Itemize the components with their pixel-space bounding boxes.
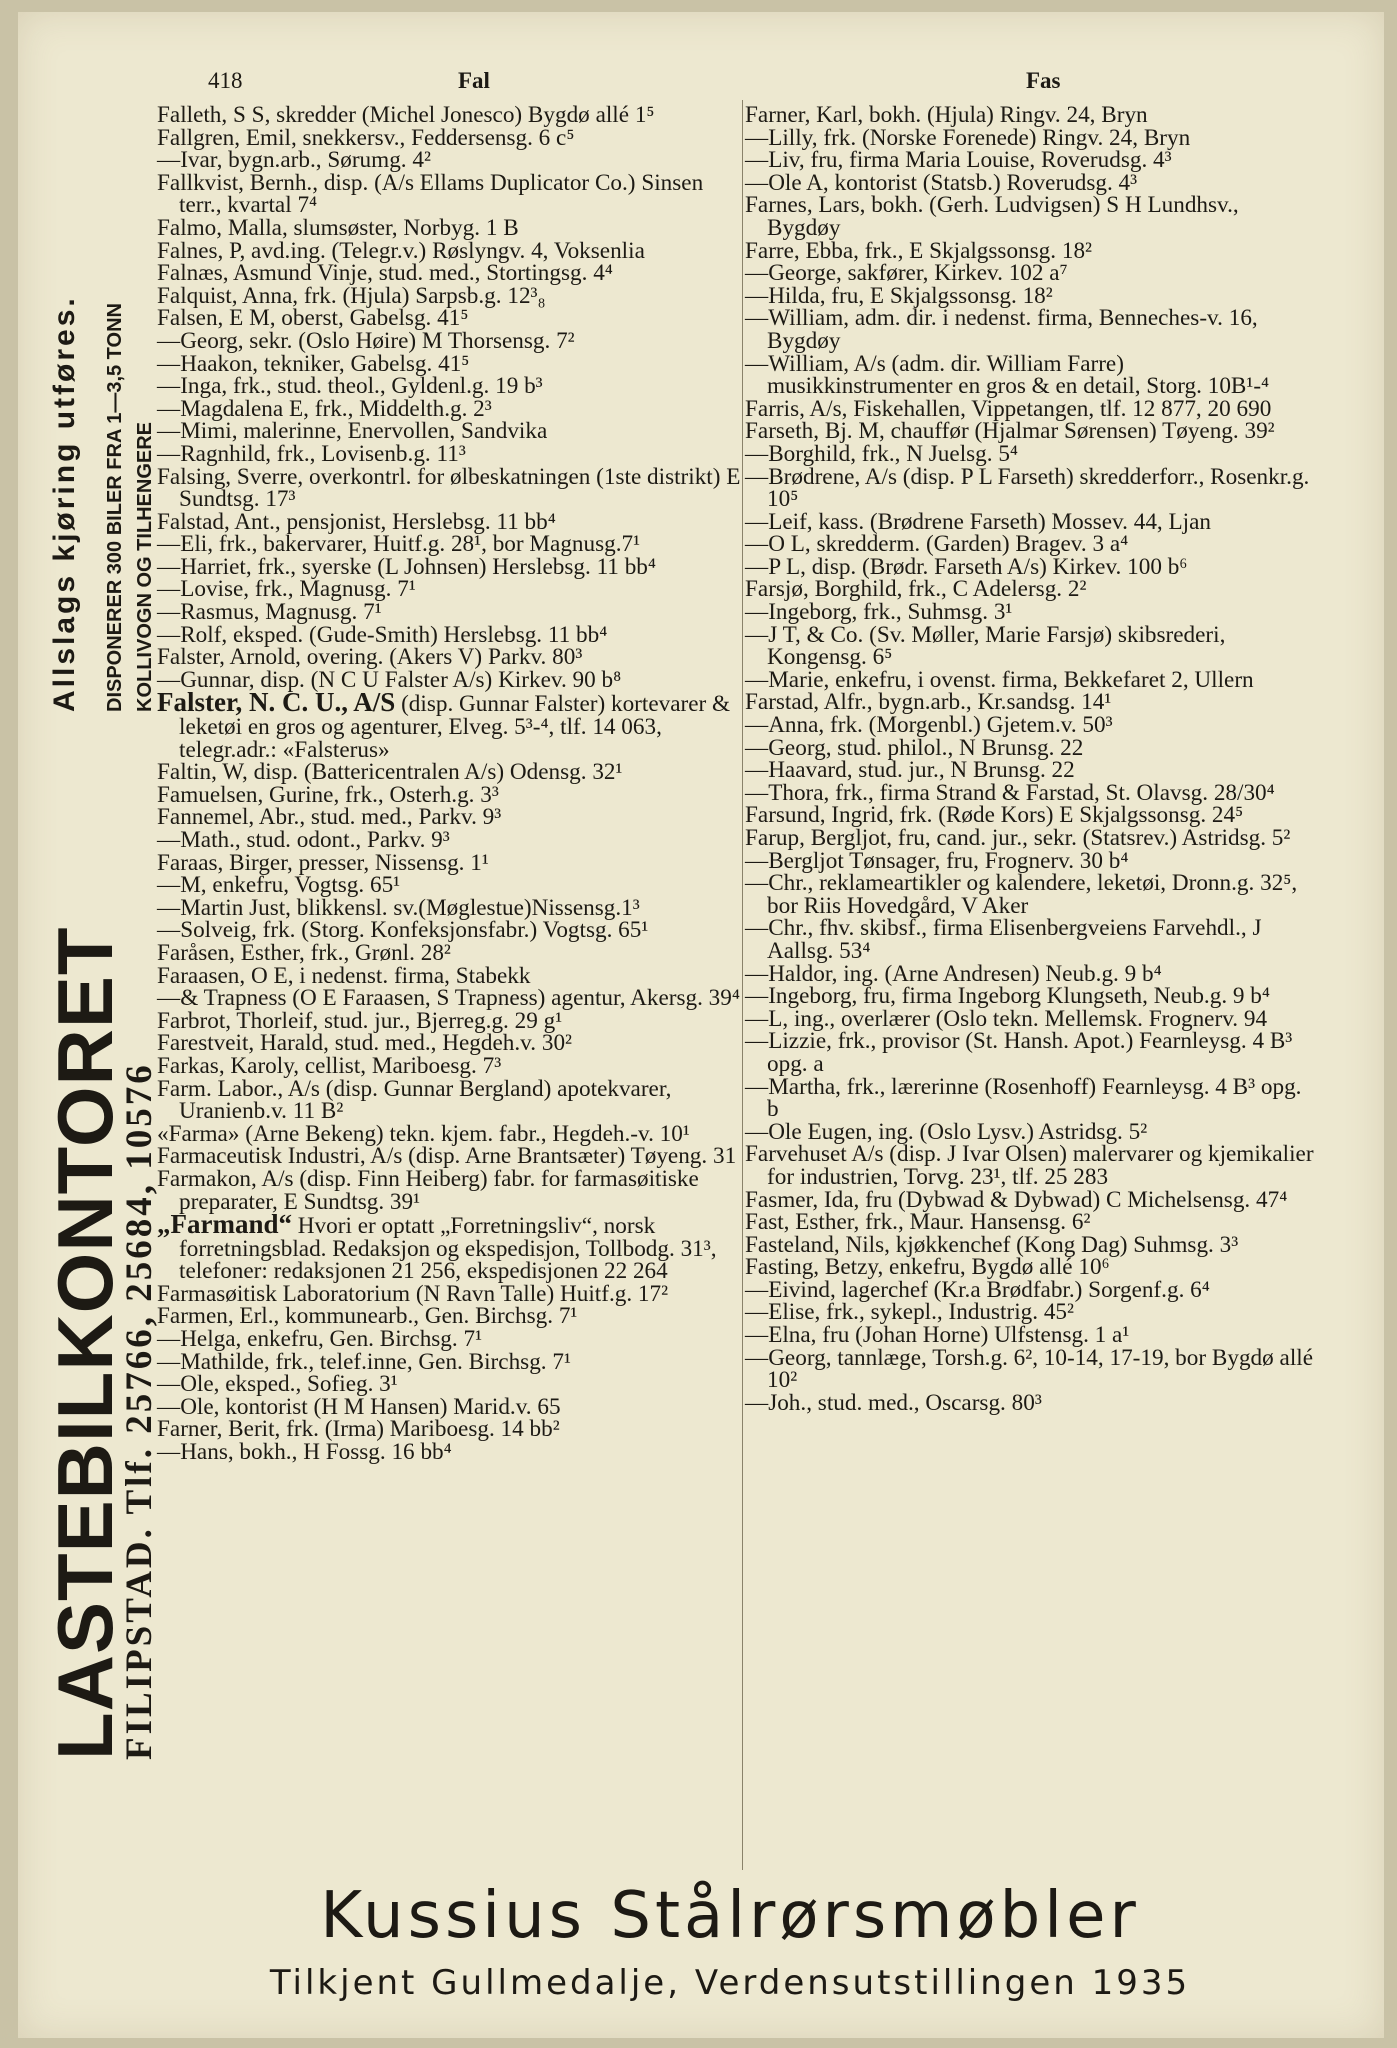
directory-entry: —Ragnhild, frk., Lovisenb.g. 11³: [157, 440, 466, 467]
directory-entry: Farmasøitisk Laboratorium (N Ravn Talle) Huitf.g. 17²: [157, 1280, 669, 1307]
directory-entry: —Liv, fru, firma Maria Louise, Roverudsg. 4³: [745, 147, 1172, 174]
directory-entry: —Hans, bokh., H Fossg. 16 bb⁴: [157, 1439, 452, 1466]
left-guide-word: Fal: [458, 68, 490, 93]
directory-entry: Falsing, Sverre, overkontrl. for ølbeskatningen (1ste distrikt) E Sundtsg. 17³: [157, 463, 741, 513]
directory-entry: Famuelsen, Gurine, frk., Osterh.g. 3³: [157, 781, 499, 808]
column-divider: [742, 100, 743, 1870]
directory-entry: —William, A/s (adm. dir. William Farre) musikkinstrumenter en gros & en detail, Storg. 10B¹-⁴: [745, 350, 1270, 400]
directory-entry: Farmen, Erl., kommunearb., Gen. Birchsg. 7¹: [157, 1303, 578, 1330]
directory-entry: —Marie, enkefru, i ovenst. firma, Bekkefaret 2, Ullern: [745, 666, 1254, 693]
directory-entry: —Ingeborg, frk., Suhmsg. 3¹: [745, 599, 1013, 626]
directory-entry: Farsjø, Borghild, frk., C Adelersg. 2²: [745, 576, 1087, 603]
directory-entry: —Martha, frk., lærerinne (Rosenhoff) Fearnleysg. 4 B³ opg. b: [745, 1073, 1302, 1123]
directory-entry: Farnes, Lars, bokh. (Gerh. Ludvigsen) S H Lundhsv., Bygdøy: [745, 192, 1239, 241]
right-guide-word: Fas: [1026, 68, 1061, 93]
directory-entry: Farkas, Karoly, cellist, Mariboesg. 7³: [157, 1052, 502, 1079]
directory-entry: Farstad, Alfr., bygn.arb., Kr.sandsg. 14¹: [745, 689, 1112, 716]
directory-entry: —Lovise, frk., Magnusg. 7¹: [157, 576, 416, 603]
directory-entry: Falstad, Ant., pensjonist, Herslebsg. 11 bb⁴: [157, 508, 556, 535]
directory-entry: Farner, Karl, bokh. (Hjula) Ringv. 24, Bryn: [745, 102, 1148, 128]
directory-entry: Faråsen, Esther, frk., Grønl. 28²: [157, 939, 451, 966]
falster-entry: [157, 687, 742, 763]
directory-entry: Fasting, Betzy, enkefru, Bygdø allé 10⁶: [745, 1254, 1110, 1281]
directory-entry: —O L, skredderm. (Garden) Bragev. 3 a⁴: [745, 531, 1129, 558]
directory-entry: —Brødrene, A/s (disp. P L Farseth) skredderforr., Rosenkr.g. 10⁵: [745, 463, 1310, 513]
directory-entry: —Joh., stud. med., Oscarsg. 80³: [745, 1389, 1042, 1416]
directory-entry: —Ole, kontorist (H M Hansen) Marid.v. 65: [157, 1393, 561, 1420]
directory-entry: Farris, A/s, Fiskehallen, Vippetangen, tlf. 12 877, 20 690: [745, 395, 1272, 422]
page-number: 418: [208, 68, 243, 93]
directory-entry: —Chr., reklameartikler og kalendere, leketøi, Dronn.g. 32⁵, bor Riis Hovedgård, V Aker: [745, 870, 1298, 919]
directory-entry: —Ivar, bygn.arb., Sørumg. 4²: [157, 147, 431, 174]
side-ad-trailers: KOLLIVOGN OG TILHENGERE: [134, 421, 156, 712]
directory-entry: Falleth, S S, skredder (Michel Jonesco) Bygdø allé 1⁵: [157, 102, 655, 128]
directory-entry: —William, adm. dir. i nedenst. firma, Benneches-v. 16, Bygdøy: [745, 305, 1258, 354]
directory-entry: —Elna, fru (Johan Horne) Ulfstensg. 1 a¹: [745, 1322, 1130, 1349]
directory-entry: —Solveig, frk. (Storg. Konfeksjonsfabr.) Vogtsg. 65¹: [157, 917, 649, 944]
directory-entry: —Ole, eksped., Sofieg. 3¹: [157, 1371, 398, 1398]
directory-entry: —Bergljot Tønsager, fru, Frognerv. 30 b⁴: [745, 847, 1129, 874]
directory-entry: —Haldor, ing. (Arne Andresen) Neub.g. 9 b⁴: [745, 960, 1162, 987]
directory-entry: —Lilly, frk. (Norske Forenede) Ringv. 24, Bryn: [745, 124, 1191, 151]
directory-entry: Fast, Esther, frk., Maur. Hansensg. 6²: [745, 1209, 1091, 1236]
directory-entry: Farvehuset A/s (disp. J Ivar Olsen) malervarer og kjemikalier for industrien, Torvg. 23¹, tlf. 25 283: [745, 1141, 1314, 1190]
directory-entry: —Haakon, tekniker, Gabelsg. 41⁵: [157, 350, 470, 377]
directory-entry: —Elise, frk., sykepl., Industrig. 45²: [745, 1299, 1074, 1326]
directory-entry: Falnes, P, avd.ing. (Telegr.v.) Røslyngv. 4, Voksenlia: [157, 237, 645, 264]
side-ad-company: LASTEBILKONTORET: [41, 926, 129, 1760]
directory-entry: —Gunnar, disp. (N C U Falster A/s) Kirkev. 90 b⁸: [157, 666, 622, 693]
directory-entry: Farbrot, Thorleif, stud. jur., Bjerreg.g. 29 g¹: [157, 1007, 563, 1034]
directory-entry: Fannemel, Abr., stud. med., Parkv. 9³: [157, 804, 502, 831]
directory-entry: Fasteland, Nils, kjøkkenchef (Kong Dag) Suhmsg. 3³: [745, 1231, 1239, 1258]
directory-entry: —Lizzie, frk., provisor (St. Hansh. Apot.) Fearnleysg. 4 B³ opg. a: [745, 1028, 1293, 1077]
directory-entry: —Georg, stud. philol., N Brunsg. 22: [745, 734, 1084, 761]
farmand-entry: [157, 1209, 742, 1285]
directory-entry: Farsund, Ingrid, frk. (Røde Kors) E Skjalgssonsg. 24⁵: [745, 802, 1244, 829]
directory-entry: Farmaceutisk Industri, A/s (disp. Arne Brantsæter) Tøyeng. 31: [157, 1143, 737, 1170]
directory-entry: Faraasen, O E, i nedenst. firma, Stabekk: [157, 962, 531, 989]
directory-entry: —Georg, sekr. (Oslo Høire) M Thorsensg. 7²: [157, 327, 575, 354]
farmand-entry-head: „Farmand“: [157, 1209, 292, 1240]
directory-entry: —Ingeborg, fru, firma Ingeborg Klungseth, Neub.g. 9 b⁴: [745, 983, 1270, 1010]
directory-entry: —Mimi, malerinne, Enervollen, Sandvika: [157, 418, 548, 445]
side-ad-address: FILIPSTAD. Tlf. 25766, 25684, 10576: [119, 1062, 160, 1760]
directory-entry: Fallgren, Emil, snekkersv., Feddersensg. 6 c⁵: [157, 124, 575, 151]
directory-entry: —Ole A, kontorist (Statsb.) Roverudsg. 4³: [745, 169, 1138, 196]
directory-entry: —Anna, frk. (Morgenbl.) Gjetem.v. 50³: [745, 712, 1113, 739]
farmand-entry-text: Hvori er optatt „Forretningsliv“, norsk forretningsblad. Redaksjon og ekspedisjon, Tollbodg. 31³, telefoner: redaksjonen 21 256, ekspedisjonen 22 264: [179, 1213, 717, 1285]
directory-entry: «Farma» (Arne Bekeng) tekn. kjem. fabr., Hegdeh.-v. 10¹: [157, 1120, 690, 1147]
directory-entry: —P L, disp. (Brødr. Farseth A/s) Kirkev. 100 b⁶: [745, 553, 1188, 580]
bottom-ad-title: Kussius Stålrørsmøbler: [320, 1879, 1140, 1953]
directory-entry: —George, sakfører, Kirkev. 102 a⁷: [745, 260, 1068, 287]
directory-entry: Falnæs, Asmund Vinje, stud. med., Stortingsg. 4⁴: [157, 260, 613, 287]
directory-entry: —Borghild, frk., N Juelsg. 5⁴: [745, 440, 1019, 467]
directory-entry: Falsen, E M, oberst, Gabelsg. 41⁵: [157, 305, 469, 332]
directory-entry: Farm. Labor., A/s (disp. Gunnar Bergland) apotekvarer, Uranienb.v. 11 B²: [157, 1075, 672, 1125]
directory-entry: —Inga, frk., stud. theol., Gyldenl.g. 19 b³: [157, 373, 543, 400]
directory-entry: Farmakon, A/s (disp. Finn Heiberg) fabr. for farmasøitiske preparater, E Sundtsg. 39¹: [157, 1165, 699, 1215]
directory-entry: —M, enkefru, Vogtsg. 65¹: [157, 872, 401, 899]
bottom-ad-subtitle: Tilkjent Gullmedalje, Verdensutstillingen 1935: [269, 1963, 1191, 2003]
directory-entry: —L, ing., overlærer (Oslo tekn. Mellemsk. Frognerv. 94: [745, 1005, 1268, 1032]
falster-entry-text: (disp. Gunnar Falster) kortevarer & leketøi en gros og agenturer, Elveg. 5³-⁴, tlf. 14 063, telegr.adr.: «Falsterus»: [179, 691, 731, 763]
directory-entry: Faltin, W, disp. (Battericentralen A/s) Odensg. 32¹: [157, 759, 623, 786]
directory-entry: —Haavard, stud. jur., N Brunsg. 22: [745, 757, 1075, 784]
directory-entry: —Thora, frk., firma Strand & Farstad, St. Olavsg. 28/30⁴: [745, 779, 1275, 806]
falster-entry-head: Falster, N. C. U., A/S: [157, 687, 396, 718]
directory-entry: —Rolf, eksped. (Gude-Smith) Herslebsg. 11 bb⁴: [157, 621, 608, 648]
directory-entry: —Mathilde, frk., telef.inne, Gen. Birchsg. 7¹: [157, 1348, 571, 1375]
directory-entry: —Helga, enkefru, Gen. Birchsg. 7¹: [157, 1326, 483, 1353]
directory-entry: Fallkvist, Bernh., disp. (A/s Ellams Duplicator Co.) Sinsen terr., kvartal 7⁴: [157, 169, 704, 219]
directory-entry: —Eli, frk., bakervarer, Huitf.g. 28¹, bor Magnusg.7¹: [157, 531, 641, 558]
right-column: [745, 104, 1315, 1414]
directory-entry: Faraas, Birger, presser, Nissensg. 1¹: [157, 849, 489, 876]
directory-entry: —Ole Eugen, ing. (Oslo Lysv.) Astridsg. 5²: [745, 1118, 1148, 1145]
directory-entry: —Leif, kass. (Brødrene Farseth) Mossev. 44, Ljan: [745, 508, 1212, 535]
directory-entry: Farseth, Bj. M, chauffør (Hjalmar Sørensen) Tøyeng. 39²: [745, 418, 1275, 445]
directory-entry: Farestveit, Harald, stud. med., Hegdeh.v. 30²: [157, 1030, 572, 1057]
directory-entry: —Eivind, lagerchef (Kr.a Brødfabr.) Sorgenf.g. 6⁴: [745, 1276, 1210, 1303]
directory-entry: —Georg, tannlæge, Torsh.g. 6², 10-14, 17-19, bor Bygdø allé 10²: [745, 1344, 1313, 1394]
directory-entry: —Martin Just, blikkensl. sv.(Møglestue)Nissensg.1³: [157, 894, 640, 921]
directory-entry: Falmo, Malla, slumsøster, Norbyg. 1 B: [157, 214, 519, 241]
side-ad-slogan: Allslags kjøring utføres.: [48, 295, 81, 712]
directory-entry: Fasmer, Ida, fru (Dybwad & Dybwad) C Michelsensg. 47⁴: [745, 1186, 1288, 1213]
directory-entry: Farup, Bergljot, fru, cand. jur., sekr. (Statsrev.) Astridsg. 5²: [745, 825, 1291, 851]
directory-entry: Farner, Berit, frk. (Irma) Mariboesg. 14 bb²: [157, 1416, 560, 1443]
directory-entry: Falquist, Anna, frk. (Hjula) Sarpsb.g. 12³₈: [157, 282, 546, 309]
directory-entry: —& Trapness (O E Faraasen, S Trapness) agentur, Akersg. 39⁴: [157, 985, 740, 1012]
directory-entry: —Rasmus, Magnusg. 7¹: [157, 599, 382, 626]
directory-entry: —Math., stud. odont., Parkv. 9³: [157, 827, 450, 853]
side-ad-fleet: DISPONERER 300 BILER FRA 1—3,5 TONN: [104, 303, 126, 712]
directory-entry: —Chr., fhv. skibsf., firma Elisenbergveiens Farvehdl., J Aallsg. 53⁴: [745, 915, 1262, 964]
page-header: [208, 68, 1318, 104]
directory-entry: —Magdalena E, frk., Middelth.g. 2³: [157, 395, 492, 422]
directory-entry: —Hilda, fru, E Skjalgssonsg. 18²: [745, 282, 1053, 309]
bottom-advertisement: [140, 1880, 1320, 2008]
left-column: [157, 104, 742, 1464]
directory-entry: —J T, & Co. (Sv. Møller, Marie Farsjø) skibsrederi, Kongensg. 6⁵: [745, 621, 1226, 671]
directory-entry: Falster, Arnold, overing. (Akers V) Parkv. 80³: [157, 644, 583, 671]
directory-entry: —Harriet, frk., syerske (L Johnsen) Herslebsg. 11 bb⁴: [157, 553, 656, 580]
directory-entry: Farre, Ebba, frk., E Skjalgssonsg. 18²: [745, 237, 1092, 264]
